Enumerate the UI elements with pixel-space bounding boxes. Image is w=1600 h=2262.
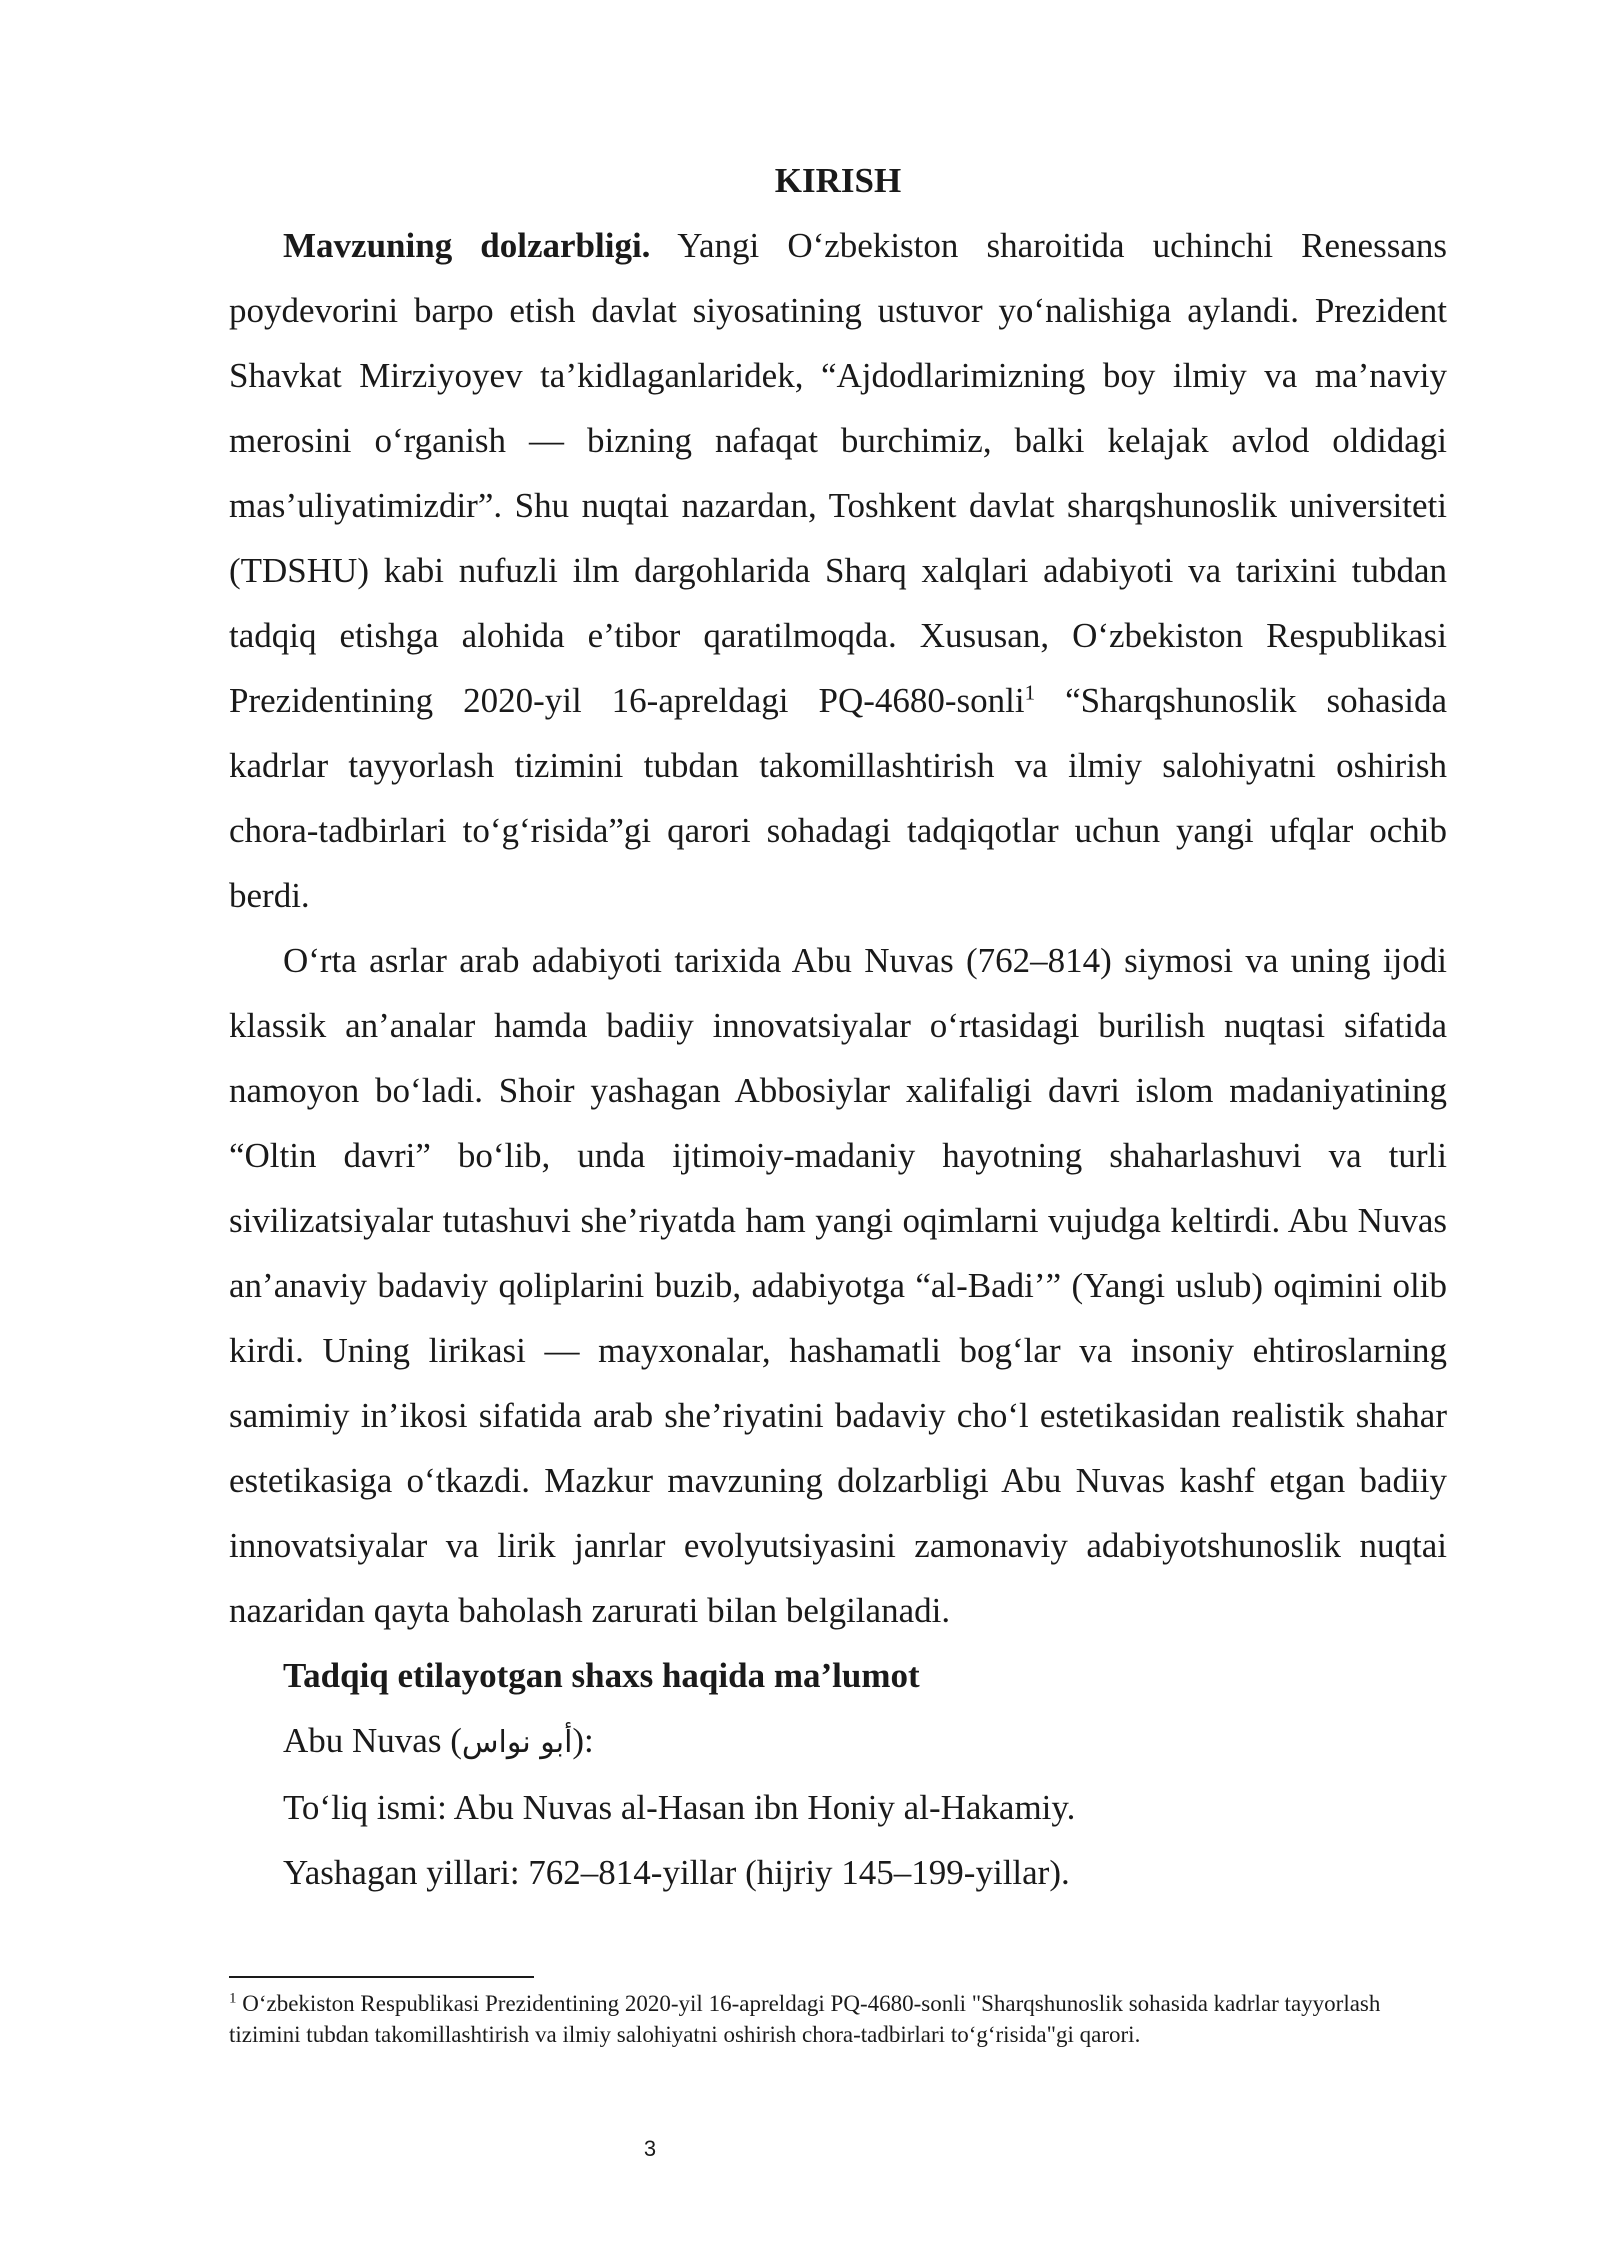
page-number: 3 [643,2136,657,2161]
footnote [229,1988,1447,2050]
body-text [229,148,1447,1905]
name-line [229,1708,1447,1775]
full-name-line: To‘liq ismi: Abu Nuvas al-Hasan ibn Honiy al-Hakamiy. [283,1788,1076,1827]
name-text: Abu Nuvas ( [283,1721,462,1760]
arabic-name: أبو نواس [461,1725,573,1760]
paragraph-text-a: Yangi O‘zbekiston sharoitida uchinchi Renessans poydevorini barpo etish davlat siyosatining ustuvor yo‘nalishiga aylandi. Prezident Shavkat Mirziyoyev ta’kidlaganlaridek, “Ajdodlarimizning boy ilmiy va ma’naviy merosini o‘rganish — bizning nafaqat burchimiz, balki kelajak avlod oldidagi mas’uliyatimizdir”. Shu nuqtai nazardan, Toshkent davlat sharqshunoslik universiteti (TDSHU) kabi nufuzli ilm dargohlarida Sharq xalqlari adabiyoti va tarixini tubdan tadqiq etishga alohida e’tibor qaratilmoqda. Xususan, O‘zbekiston Respublikasi Prezidentining 2020-yil 16-apreldagi PQ-4680-sonli [229,226,1447,720]
name-suffix: ): [572,1721,594,1760]
footnote-mark: 1 [229,1990,237,2007]
footnote-text: O‘zbekiston Respublikasi Prezidentining 2020-yil 16-apreldagi PQ-4680-sonli "Sharqshunoslik sohasida kadrlar tayyorlash tizimini tubdan takomillashtirish va ilmiy salohiyatni oshirish chora-tadbirlari to‘g‘risida"gi qarori. [229,1991,1381,2047]
paragraph-abu-nuvas: O‘rta asrlar arab adabiyoti tarixida Abu Nuvas (762–814) siymosi va uning ijodi klassik an’analar hamda badiiy innovatsiyalar o‘rtasidagi burilish nuqtasi sifatida namoyon bo‘ladi. Shoir yashagan Abbosiylar xalifaligi davri islom madaniyatining “Oltin davri” bo‘lib, unda ijtimoiy-madaniy hayotning shaharlashuvi va turli sivilizatsiyalar tutashuvi she’riyatda ham yangi oqimlarni vujudga keltirdi. Abu Nuvas an’anaviy badaviy qoliplarini buzib, adabiyotga “al-Badi’” (Yangi uslub) oqimini olib kirdi. Uning lirikasi — mayxonalar, hashamatli bog‘lar va insoniy ehtiroslarning samimiy in’ikosi sifatida arab she’riyatini badaviy cho‘l estetikasidan realistik shahar estetikasiga o‘tkazdi. Mazkur mavzuning dolzarbligi Abu Nuvas kashf etgan badiiy innovatsiyalar va lirik janrlar evolyutsiyasini zamonaviy adabiyotshunoslik nuqtai nazaridan qayta baholash zarurati bilan belgilanadi. [229,941,1447,1630]
paragraph-lead: Mavzuning dolzarbligi. [283,226,651,265]
footnote-separator [229,1976,534,1978]
paragraph-relevance [229,213,1447,928]
years-line: Yashagan yillari: 762–814-yillar (hijriy 145–199-yillar). [283,1853,1070,1892]
subheading-person-info: Tadqiq etilayotgan shaxs haqida ma’lumot [283,1656,920,1695]
paragraph-text-b: “Sharqshunoslik sohasida kadrlar tayyorlash tizimini tubdan takomillashtirish va ilmiy salohiyatni oshirish chora-tadbirlari to‘g‘risida”gi qarori sohadagi tadqiqotlar uchun yangi ufqlar ochib berdi. [229,681,1447,915]
footnote-reference[interactable]: 1 [1024,680,1036,705]
section-heading: KIRISH [774,161,902,200]
